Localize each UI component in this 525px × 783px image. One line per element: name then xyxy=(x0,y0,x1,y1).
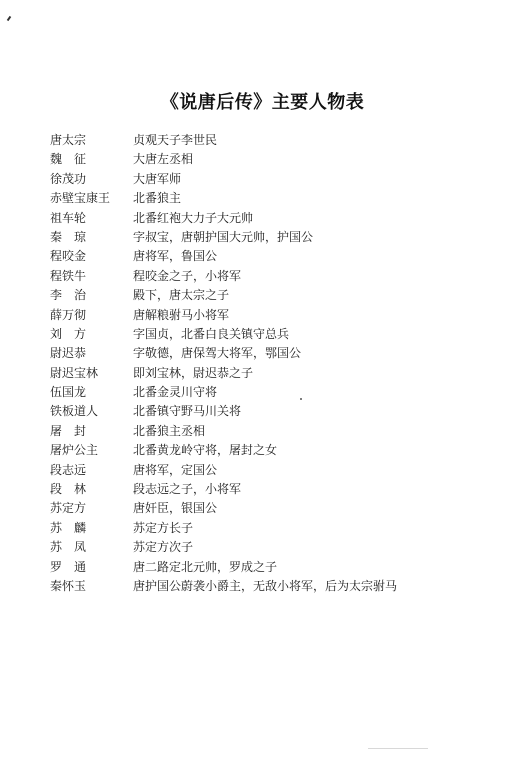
character-description: 大唐左丞相 xyxy=(133,152,194,167)
table-row xyxy=(50,383,510,402)
character-description: 程咬金之子，小将军 xyxy=(133,268,242,283)
character-name: 尉迟宝林 xyxy=(50,365,99,380)
character-name: 祖车轮 xyxy=(50,210,87,225)
table-row xyxy=(50,170,510,189)
character-description: 苏定方次子 xyxy=(133,540,194,555)
character-name: 薛万彻 xyxy=(50,307,87,322)
character-description: 段志远之子，小将军 xyxy=(133,482,242,497)
character-name: 程铁牛 xyxy=(50,268,87,283)
character-name: 秦怀玉 xyxy=(50,578,87,593)
character-name: 魏 征 xyxy=(50,152,87,167)
character-description: 北番镇守野马川关将 xyxy=(133,404,242,419)
table-row xyxy=(50,325,510,344)
table-row xyxy=(50,519,510,538)
faint-footer-line xyxy=(368,748,428,749)
character-name: 屠 封 xyxy=(50,423,87,438)
character-description: 唐二路定北元帅，罗成之子 xyxy=(133,559,278,574)
table-row xyxy=(50,402,510,421)
character-description: 贞观天子李世民 xyxy=(133,133,218,147)
character-name: 段志远 xyxy=(50,462,87,477)
table-row xyxy=(50,558,510,577)
character-description: 北番黄龙岭守将，屠封之女 xyxy=(133,443,278,458)
character-name: 伍国龙 xyxy=(50,385,87,400)
table-row xyxy=(50,286,510,305)
character-name: 赤壁宝康王 xyxy=(50,191,111,206)
character-description: 北番红袍大力子大元帅 xyxy=(133,210,254,225)
character-name: 苏定方 xyxy=(50,501,87,516)
character-name: 秦 琼 xyxy=(50,229,87,244)
character-name: 铁板道人 xyxy=(50,404,99,419)
table-row xyxy=(50,577,510,596)
table-row xyxy=(50,538,510,557)
table-row xyxy=(50,344,510,363)
character-name: 尉迟恭 xyxy=(50,346,87,361)
table-row xyxy=(50,480,510,499)
table-row xyxy=(50,364,510,383)
character-description: 唐将军，鲁国公 xyxy=(133,249,218,264)
table-row xyxy=(50,461,510,480)
character-name: 屠炉公主 xyxy=(50,443,99,458)
character-description: 唐奸臣，银国公 xyxy=(133,501,218,516)
character-description: 唐护国公蔚袭小爵主，无敌小将军，后为太宗驸马 xyxy=(133,578,398,593)
character-description: 字敬德，唐保驾大将军，鄂国公 xyxy=(133,346,302,361)
character-description: 北番狼主 xyxy=(133,191,182,206)
character-description: 北番狼主丞相 xyxy=(133,423,206,438)
table-row xyxy=(50,209,510,228)
table-row xyxy=(50,306,510,325)
character-description: 唐将军，定国公 xyxy=(133,462,218,477)
character-name: 程咬金 xyxy=(50,249,87,264)
character-description: 殿下，唐太宗之子 xyxy=(133,288,230,303)
ink-speck xyxy=(300,398,302,400)
character-name: 唐太宗 xyxy=(50,133,87,147)
table-row xyxy=(50,499,510,518)
scan-mark xyxy=(7,16,12,21)
table-row xyxy=(50,422,510,441)
table-row xyxy=(50,247,510,266)
character-name: 苏 麟 xyxy=(50,520,87,535)
character-table xyxy=(50,131,510,596)
table-row xyxy=(50,228,510,247)
character-name: 段 林 xyxy=(50,482,87,497)
table-row xyxy=(50,150,510,169)
character-description: 北番金灵川守将 xyxy=(133,385,218,400)
character-description: 唐解粮驸马小将军 xyxy=(133,307,230,322)
character-name: 徐茂功 xyxy=(50,171,87,186)
table-row xyxy=(50,131,510,150)
character-description: 苏定方长子 xyxy=(133,520,194,535)
character-name: 罗 通 xyxy=(50,559,87,574)
table-row xyxy=(50,441,510,460)
character-description: 字国贞，北番白良关镇守总兵 xyxy=(133,326,290,341)
character-description: 大唐军师 xyxy=(133,171,182,186)
table-row xyxy=(50,189,510,208)
table-row xyxy=(50,267,510,286)
character-name: 刘 方 xyxy=(50,326,87,341)
character-description: 即刘宝林，尉迟恭之子 xyxy=(133,365,254,380)
character-name: 李 治 xyxy=(50,288,87,303)
character-description: 字叔宝，唐朝护国大元帅，护国公 xyxy=(133,229,314,244)
page-title: 《说唐后传》主要人物表 xyxy=(160,92,365,113)
character-name: 苏 凤 xyxy=(50,540,87,555)
